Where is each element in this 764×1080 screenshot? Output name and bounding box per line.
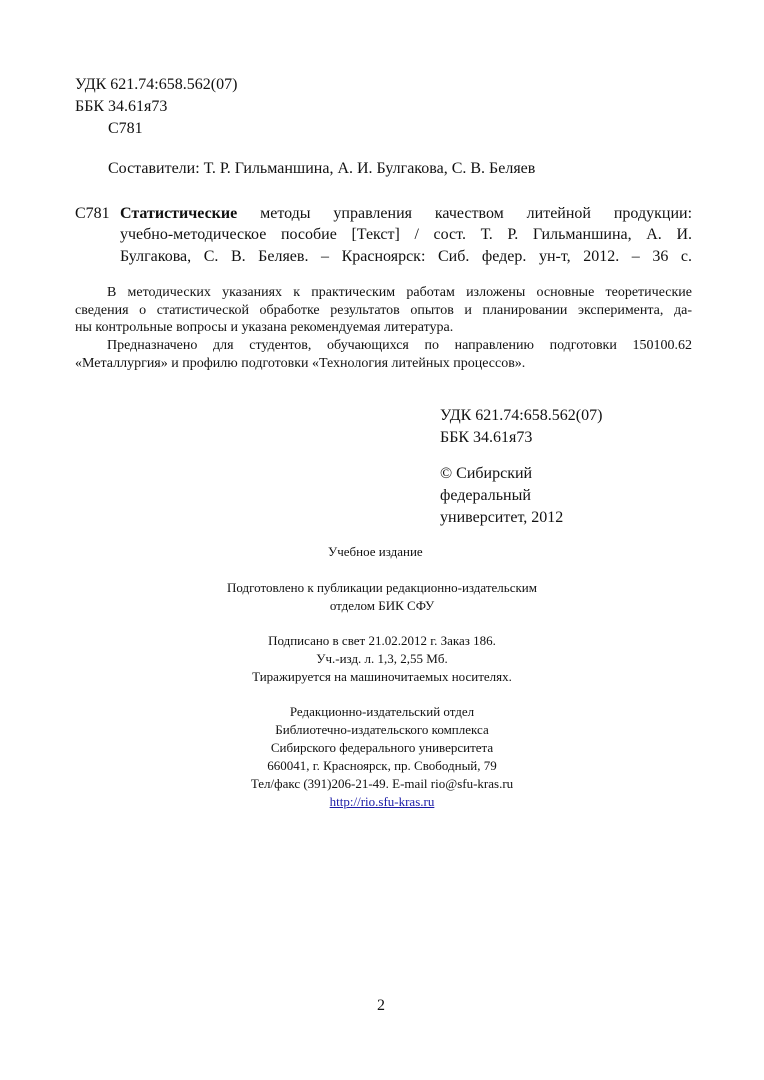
page-number: 2 (377, 997, 385, 1014)
publisher-address: 660041, г. Красноярск, пр. Свободный, 79 (267, 758, 497, 773)
prepared-line-2: отделом БИК СФУ (329, 598, 435, 613)
signed-line: Подписано в свет 21.02.2012 г. Заказ 186. (268, 633, 496, 648)
udk-code: УДК 621.74:658.562(07) (75, 76, 238, 93)
publisher-url-link[interactable]: http://rio.sfu-kras.ru (329, 794, 435, 809)
volume-line: Уч.-изд. л. 1,3, 2,55 Мб. (316, 651, 448, 666)
copyright-line-1: © Сибирский (440, 465, 533, 482)
edition-type: Учебное издание (328, 544, 423, 559)
citation-line-3: Булгакова, С. В. Беляев. – Красноярск: Сиб. федер. ун-т, 2012. – 36 с. (120, 248, 692, 265)
citation-code: С781 (75, 205, 110, 222)
author-mark: С781 (108, 120, 143, 137)
publisher-complex: Библиотечно-издательского комплекса (275, 722, 489, 737)
right-bbk: ББК 34.61я73 (440, 429, 533, 446)
media-line: Тиражируется на машиночитаемых носителях. (252, 669, 512, 684)
publisher-url-row (0, 794, 764, 810)
citation-line-1 (120, 205, 692, 223)
abstract-p2-line2: «Металлургия» и профилю подготовки «Технология литейных процессов». (75, 356, 526, 371)
publisher-dept: Редакционно-издательский отдел (289, 704, 475, 719)
publisher-contacts: Тел/факс (391)206-21-49. E-mail rio@sfu-kras.ru (250, 776, 514, 791)
abstract-p1-line2: сведения о статистической обработке результатов опытов и планировании эксперимента, да- (75, 303, 692, 318)
citation-line-1-rest: методы управления качеством литейной продукции: (260, 205, 693, 222)
prepared-line-1: Подготовлено к публикации редакционно-издательским (226, 580, 537, 595)
abstract-p2-line1: Предназначено для студентов, обучающихся по направлению подготовки 150100.62 (107, 338, 692, 353)
citation-line-2: учебно-методическое пособие [Текст] / сост. Т. Р. Гильманшина, А. И. (120, 226, 692, 243)
copyright-line-2: федеральный (440, 487, 531, 504)
abstract-p1-line3: ны контрольные вопросы и указана рекомендуемая литература. (75, 320, 454, 335)
bbk-code: ББК 34.61я73 (75, 98, 168, 115)
compilers-line: Составители: Т. Р. Гильманшина, А. И. Булгакова, С. В. Беляев (108, 160, 536, 177)
copyright-line-3: университет, 2012 (440, 509, 564, 526)
publisher-university: Сибирского федерального университета (270, 740, 494, 755)
abstract-p1-line1: В методических указаниях к практическим работам изложены основные теоретические (107, 285, 692, 300)
citation-title-bold: Статистические (120, 205, 238, 222)
right-udk: УДК 621.74:658.562(07) (440, 407, 603, 424)
